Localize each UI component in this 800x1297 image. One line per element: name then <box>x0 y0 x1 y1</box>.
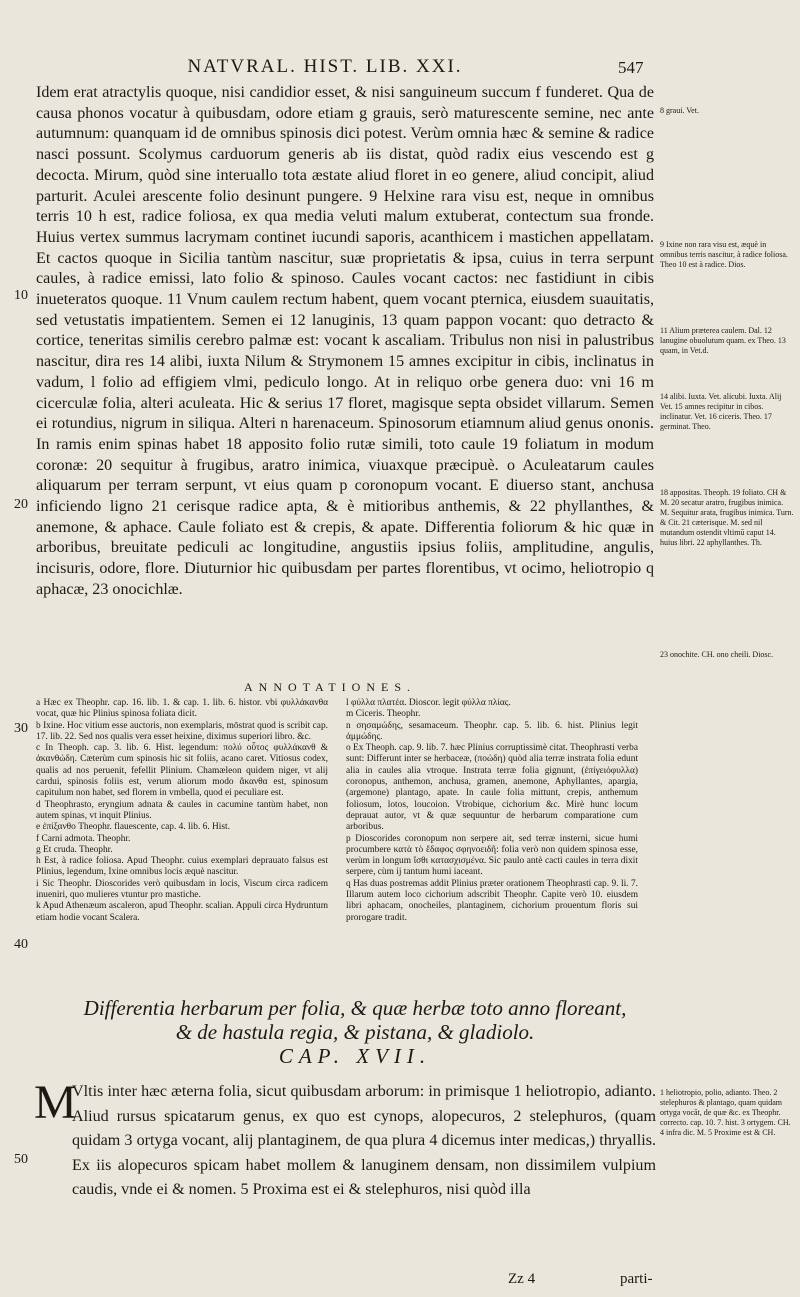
line-number: 10 <box>14 288 28 303</box>
chapter-paragraph: Vltis inter hæc æterna folia, sicut quibusdam arborum: in primisque 1 heliotropio, adianto. Aliud rursus spicatarum genus, ex quo est cynops, alopecuros, 2 stelephuros, (quam quidam 3 ortyga vocant, alij plantaginem, de qua plura 4 dicemus inter medicas,) thryallis. Ex iis alopecuros spicam habet mollem & lanuginem densam, non dissimilem vulpium caudis, vnde ei & nomen. 5 Proxima est ei & stelephuros, nisi quòd illa <box>72 1083 656 1199</box>
annotation-entry: h Est, à radice foliosa. Apud Theophr. cuius exemplari deprauato falsus est Plinius, legendum, Ixine omnibus locis æquè nascitur. <box>36 856 328 878</box>
annotation-entry: p Dioscorides coronopum non serpere ait, sed terræ insterni, sicue humi procumbere κατὰ τὸ ἔδαφος σφηνοειδῆ: folia verò non quidem spinosa esse, verùm in longum ἴσθι κατασχισμένα. Sic paulo antè cacti caules in terra dixit serpere, cùm ij tantum humi iaceant. <box>346 833 638 878</box>
side-note: 11 Alium præterea caulem. Dal. 12 lanugine obuolutum quam. ex Theo. 13 quam, in Vet.d. <box>660 326 786 355</box>
annotation-entry: a Hæc ex Theophr. cap. 16. lib. 1. & cap. 1. lib. 6. histor. vbi φυλλάκανθα vocat, quæ hic Plinius spinosa foliata dicit. <box>36 698 328 720</box>
line-number: 40 <box>14 937 28 952</box>
annotation-entry: k Apud Athenæum ascaleron, apud Theophr. scalian. Appuli circa Hydruntum etiam hodie vocant Scalera. <box>36 901 328 923</box>
annotation-entry: c In Theoph. cap. 3. lib. 6. Hist. legendum: πολύ οὗτος φυλλάκανθ & ἀκανθώδη. Cæterùm cum spinosis hic sit foliis, acano caret. Vitiosus codex, qualis ad nos peruenit, fefellit Plinium. Chamæleon quidem niger, vt alij cardui, spinosis foliis est, verum aliorum modo ἄκανθα est, spinosum capitulum non habet, sed florem in vmbella, quod ei peculiare est. <box>36 743 328 799</box>
annotation-entry: d Theophrasto, eryngium adnata & caules in cacumine tantùm habet, non autem spinas, vt inquit Plinius. <box>36 799 328 821</box>
annotations-right-column <box>346 698 638 924</box>
main-text-block <box>36 83 654 601</box>
drop-cap: M <box>34 1076 77 1129</box>
chapter-title-line: & de hastula regia, & pistana, & gladiolo. <box>175 1020 535 1044</box>
signature-mark: Zz 4 <box>508 1271 536 1287</box>
chapter-title-line: Differentia herbarum per folia, & quæ herbæ toto anno floreant, <box>83 996 627 1020</box>
annotation-entry: i Sic Theophr. Dioscorides verò quibusdam in locis, Viscum circa radicem inueniri, quo mulieres vtuntur pro mastiche. <box>36 878 328 901</box>
side-note: 8 graui. Vet. <box>660 106 699 115</box>
annotation-entry: m Ciceris. Theophr. <box>346 709 421 720</box>
side-note: 23 onochite. CH. ono cheili. Diosc. <box>660 650 774 659</box>
side-note: 18 appositas. Theoph. 19 foliato. CH & M. 20 secatur aratro, frugibus inimica. M. Sequitur arata, frugibus inimica. Turn. & Cit. 21 cæterisque. M. sed nil mutandum ostendit vltimū caput 14. huius libri. 22 aphyllanthes. Th. <box>660 488 794 547</box>
annotation-entry: o Ex Theoph. cap. 9. lib. 7. hæc Plinius corruptissimè citat. Theophrasti verba sunt: Differunt inter se herbaceæ, (ποώδη) quòd alia terræ instrata folia edunt alia in caules alia vtroque. Instrata terræ folia gignunt, (ἐπίγειόφυλλα) coronopus, anthemon, anchusa, gramen, anemone, Aphyllantes, apargia, (argemone) plantago, apate. In caule folia mittunt, crepis, anthemum foliosum, lotos, loucoion. Vtrobique, cichorium &c. Mirè hunc locum deprauat autor, vt & quæ sequuntur de herbarum comparatione cum arboribus. <box>346 743 638 833</box>
annotation-entry: g Et cruda. Theophr. <box>36 844 113 855</box>
chapter-text-block <box>72 1080 656 1203</box>
catchword: parti- <box>620 1271 653 1287</box>
chapter-number: CAP. XVII. <box>278 1044 432 1068</box>
chapter-title <box>50 996 660 1044</box>
line-number: 30 <box>14 721 28 736</box>
annotation-entry: n σησαμώδης, sesamaceum. Theophr. cap. 5. lib. 6. hist. Plinius legit ἀμμώδης. <box>346 720 638 742</box>
annotation-entry: f Carni admota. Theophr. <box>36 833 131 844</box>
annotation-entry: e ἐπίξανθο Theophr. flauescente, cap. 4. lib. 6. Hist. <box>36 822 230 833</box>
annotation-entry: b Ixine. Hoc vitium esse auctoris, non exemplaris, mōstrat quod is scribit cap. 17. lib. 22. Sed nos qualis vera esset heixine, diximus superiori libro. &c. <box>36 720 328 742</box>
annotation-entry: q Has duas postremas addit Plinius præter orationem Theophrasti cap. 9. li. 7. Illarum autem loco cichorium adscribit Theophr. Capite verò 10. eiusdem libri aphacam, onocheiles, plantaginem, cichorium prouentum floris sui prorogare tradit. <box>346 878 638 923</box>
annotations-heading: ANNOTATIONES. <box>243 680 417 694</box>
annotation-entry: l φύλλα πλατέα. Dioscor. legit φύλλα πλίας. <box>346 698 511 708</box>
side-note: 9 Ixine non rara visu est, æquè in omnibus terris nascitur, à radice foliosa. Theo 10 est à radice. Dios. <box>660 240 788 269</box>
line-number: 50 <box>14 1152 28 1167</box>
main-paragraph: Idem erat atractylis quoque, nisi candidior esset, & nisi sanguineum succum f funderet. Qua de causa phonos vocatur à quibusdam, odore etiam g grauis, serò maturescente semine, nec ante autumnum: quanquam id de omnibus spinosis dici potest. Verùm omnia hæc & semine & radice nasci possunt. Scolymus carduorum generis ab iis distat, quòd radix eius vescendo est g decocta. Mirum, quòd sine interuallo tota æstate aliud floret in eo genere, aliud concipit, aliud parturit. Aculei arescente folio desinunt pungere. 9 Helxine rara visu est, neque in omnibus terris 10 h est, radice foliosa, ex qua media veluti malum extuberat, contectum sua fronde. Huius vertex summus lacrymam continet iucundi saporis, acanthicem i mastichen appellatam. Et cactos quoque in Sicilia tantùm nascitur, suæ proprietatis & ipsa, cuius in terra serpunt caules, à radice emissi, lato folio & spinoso. Caules vocant cactos: nec fastidiunt in cibis inueteratos quoque. 11 Vnum caulem rectum habent, quem vocant pternica, eiusdem suauitatis, sed vetustatis impatientem. Semen ei 12 lanuginis, 13 quam pappon vocant: quo detracto & cortice, teneritas similis cerebro palmæ est: vocant k ascaliam. Tribulus non nisi in palustribus nascitur, dira res 14 alibi, iuxta Nilum & Strymonem 15 amnes excipitur in cibis, inclinatus in vadum, l folio ad effigiem vlmi, pediculo longo. At in reliquo orbe genera duo: vni 16 m cicerculæ folia, alteri aculeata. Hic & serius 17 floret, magisque septa obsidet villarum. Semen ei rotundius, nigrum in siliqua. Alteri n harenaceum. Spinosorum etiamnum aliud genus ononis. In ramis enim spinas habet 18 apposito folio rutæ simili, toto caule 19 foliatum in modum coronæ: 20 sequitur à frugibus, aratro inimica, viuaxque præcipuè. o Aculeatarum caules aliquarum per terram serpunt, vt eius quam p coronopum vocant. E diuerso stant, anchusa inficiendo ligno 21 cerisque radice apta, & è mitioribus anthemis, & 22 phyllanthes, & anemone, & aphace. Caule foliato est & crepis, & apate. Differentia foliorum & hic quæ in arboribus, breuitate pediculi ac longitudine, angustiis ipsius foliis, amplitudine, angulis, incisuris, odore, flore. Diuturnior hic quibusdam per partes florentibus, vt ocimo, heliotropio q aphacæ, 23 onocichlæ. <box>36 84 654 598</box>
side-note: 14 alibi. Iuxta. Vet. alicubi. Iuxta. Alij Vet. 15 amnes recipitur in cibos. inclinatur. Vet. 16 ciceris. Theo. 17 germinat. Theo. <box>660 392 782 431</box>
running-header: NATVRAL. HIST. LIB. XXI. <box>187 56 463 77</box>
line-number: 20 <box>14 497 28 512</box>
chapter-side-note: 1 heliotropio, polio, adianto. Theo. 2 stelephuros & plantago, quam quidam ortyga vocāt, de quæ &c. ex Theophr. correcto. cap. 10. 7. hist. 3 ortygem. CH. 4 infra dic. M. 5 Proxime est & CH. <box>660 1088 791 1137</box>
annotations-left-column <box>36 698 328 924</box>
page-number: 547 <box>618 58 644 77</box>
